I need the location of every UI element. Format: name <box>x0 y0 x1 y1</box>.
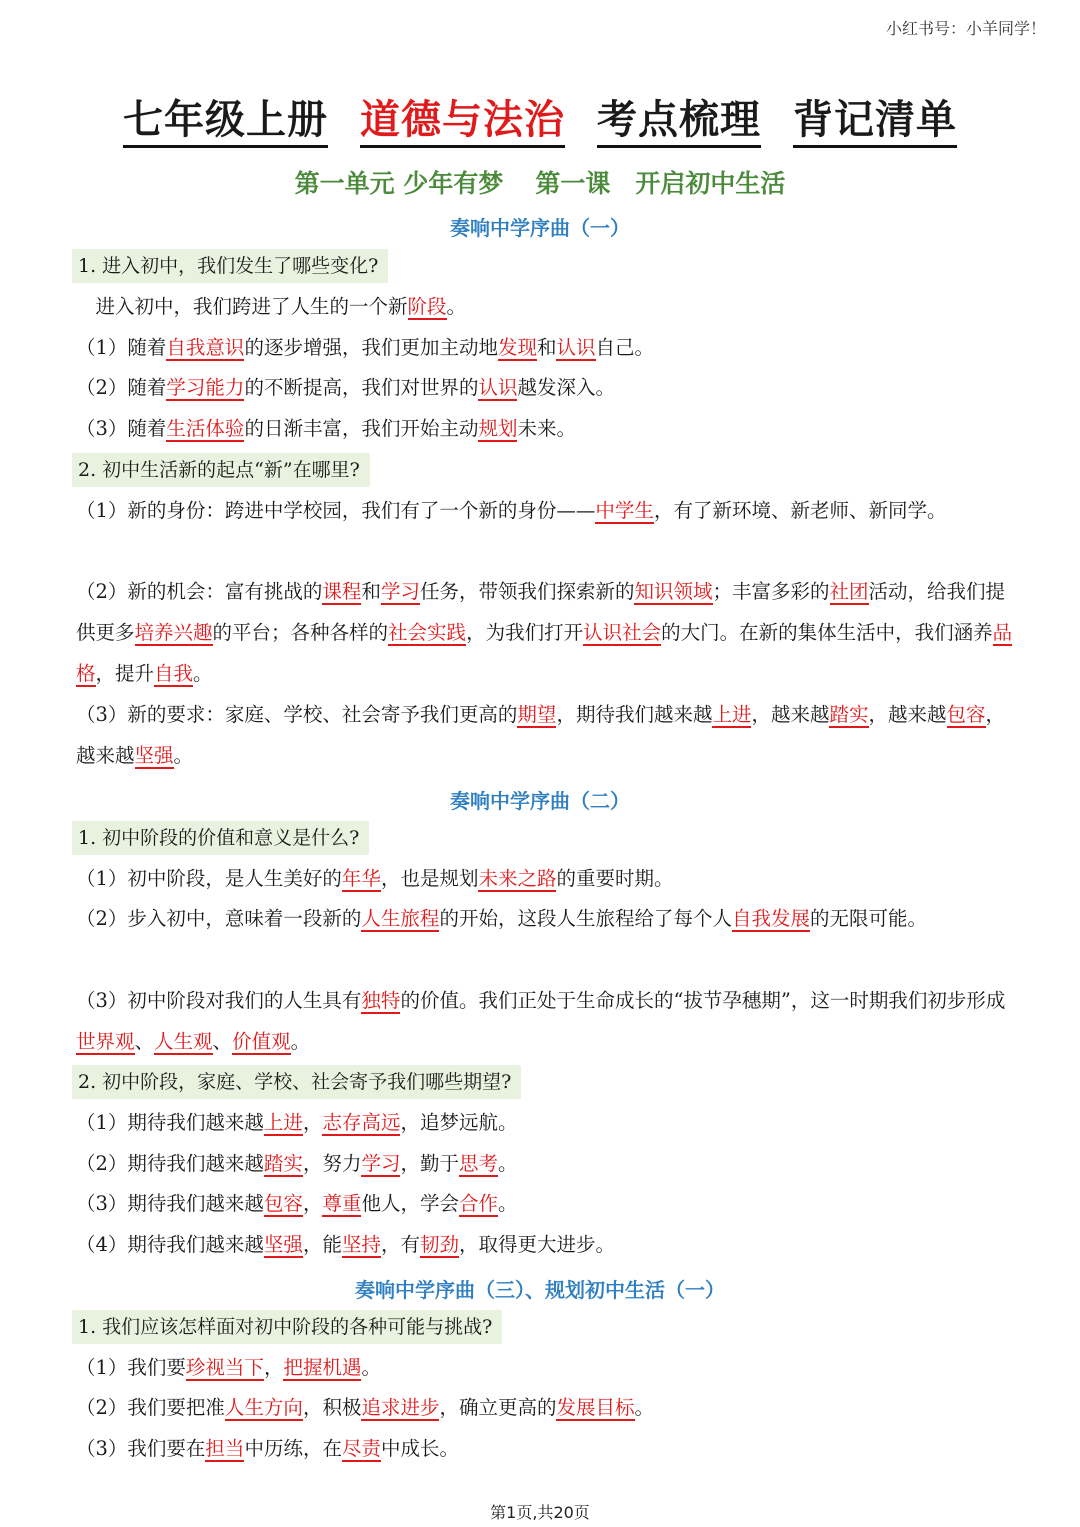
keyword: 合作 <box>458 1192 498 1215</box>
keyword: 包容 <box>263 1192 303 1215</box>
keyword: 坚强 <box>263 1233 303 1256</box>
title-review: 考点梳理 <box>597 97 761 148</box>
paragraph <box>76 980 1016 1062</box>
text-segment: （3）我们要在 <box>76 1437 206 1460</box>
paragraph <box>76 286 1016 327</box>
keyword: 社会实践 <box>388 621 467 644</box>
keyword: 把握机遇 <box>283 1356 362 1379</box>
text-segment: 。 <box>290 1030 311 1053</box>
text-segment: 他人，学会 <box>361 1192 459 1215</box>
keyword: 人生观 <box>154 1030 213 1053</box>
text-segment: 未来。 <box>517 417 576 440</box>
text-segment: ，越来越 <box>751 703 830 726</box>
text-segment: 的日渐丰富，我们开始主动 <box>244 417 479 440</box>
text-segment: 任务，带领我们探索新的 <box>419 580 635 603</box>
keyword: 踏实 <box>829 703 869 726</box>
text-segment: 。 <box>193 662 213 685</box>
text-segment: （1）新的身份：跨进中学校园，我们有了一个新的身份—— <box>76 499 596 522</box>
keyword: 自我 <box>154 662 194 685</box>
text-segment: ，越来越 <box>868 703 947 726</box>
keyword: 未来之路 <box>478 867 557 890</box>
keyword: 品格 <box>76 621 1013 685</box>
text-segment: （3）初中阶段对我们的人生具有 <box>76 989 362 1012</box>
keyword: 志存高远 <box>322 1111 401 1134</box>
keyword: 知识领域 <box>634 580 713 603</box>
text-segment: （4）期待我们越来越 <box>76 1233 264 1256</box>
text-segment: 、 <box>212 1030 233 1053</box>
text-segment: ， <box>263 1356 284 1379</box>
keyword: 社团 <box>829 580 869 603</box>
keyword: 期望 <box>517 703 557 726</box>
paragraph <box>76 1347 1016 1388</box>
text-segment: 和 <box>536 336 557 359</box>
keyword: 包容 <box>946 703 986 726</box>
text-segment: 的平台；各种各样的 <box>212 621 389 644</box>
text-segment: 的大门。在新的集体生活中，我们涵养 <box>661 621 993 644</box>
keyword: 发现 <box>497 336 537 359</box>
keyword: 上进 <box>263 1111 303 1134</box>
text-segment: 。 <box>446 295 467 318</box>
text-segment: ，也是规划 <box>380 867 479 890</box>
keyword: 追求进步 <box>361 1396 440 1419</box>
question-heading: 1. 我们应该怎样面对初中阶段的各种可能与挑战? <box>72 1310 502 1344</box>
text-segment: 的不断提高，我们对世界的 <box>244 376 479 399</box>
unit-name: 第一单元 少年有梦 <box>294 169 504 198</box>
lesson-name: 第一课 开启初中生活 <box>535 169 786 198</box>
text-segment: ，越来越 <box>76 703 1006 767</box>
keyword: 学习 <box>380 580 420 603</box>
keyword: 坚强 <box>134 744 174 767</box>
text-segment: ，取得更大进步。 <box>459 1233 616 1256</box>
keyword: 担当 <box>205 1437 245 1460</box>
text-segment: 中成长。 <box>380 1437 459 1460</box>
text-segment: （2）步入初中，意味着一段新的 <box>76 907 362 930</box>
text-segment: （3）期待我们越来越 <box>76 1192 264 1215</box>
text-segment: （1）我们要 <box>76 1356 186 1379</box>
text-segment: 活动，给我们提供更多 <box>76 580 1006 644</box>
text-segment: ；丰富多彩的 <box>712 580 830 603</box>
text-segment: ，为我们打开 <box>466 621 584 644</box>
unit-title <box>0 164 1080 200</box>
keyword: 认识社会 <box>583 621 662 644</box>
text-segment: （3）随着 <box>76 417 167 440</box>
question-heading: 2. 初中阶段，家庭、学校、社会寄予我们哪些期望? <box>72 1065 521 1099</box>
question-heading: 1. 初中阶段的价值和意义是什么? <box>72 821 369 855</box>
keyword: 阶段 <box>407 295 447 318</box>
paragraph <box>76 1428 1016 1469</box>
watermark: 小红书号：小羊同学！ <box>885 19 1046 38</box>
keyword: 自我意识 <box>166 336 245 359</box>
keyword: 学习能力 <box>166 376 245 399</box>
text-segment: 、 <box>134 1030 155 1053</box>
keyword: 学习 <box>361 1152 401 1175</box>
keyword: 人生旅程 <box>361 907 440 930</box>
paragraph <box>76 1224 1016 1265</box>
keyword: 自我发展 <box>731 907 810 930</box>
text-segment: （1）随着 <box>76 336 167 359</box>
paragraph <box>76 1183 1016 1224</box>
keyword: 韧劲 <box>419 1233 459 1256</box>
question-heading: 2. 初中生活新的起点“新”在哪里? <box>72 453 370 487</box>
keyword: 上进 <box>712 703 752 726</box>
text-segment: ，提升 <box>95 662 155 685</box>
paragraph <box>76 1387 1016 1428</box>
keyword: 年华 <box>341 867 381 890</box>
keyword: 踏实 <box>263 1152 303 1175</box>
paragraph <box>76 367 1016 408</box>
keyword: 思考 <box>458 1152 498 1175</box>
text-segment: 的价值。我们正处于生命成长的“拔节孕穗期”，这一时期我们初步形成 <box>400 989 1006 1012</box>
text-segment: （1）期待我们越来越 <box>76 1111 264 1134</box>
page-title <box>0 88 1080 145</box>
paragraph <box>76 571 1016 694</box>
text-segment: 和 <box>361 580 381 603</box>
text-segment: ，努力 <box>302 1152 362 1175</box>
keyword: 珍视当下 <box>185 1356 264 1379</box>
text-segment: ，追梦远航。 <box>400 1111 518 1134</box>
keyword: 中学生 <box>595 499 654 522</box>
keyword: 培养兴趣 <box>134 621 213 644</box>
keyword: 尊重 <box>322 1192 362 1215</box>
text-segment: ， <box>302 1111 323 1134</box>
paragraph <box>76 1102 1016 1143</box>
text-segment: 的逐步增强，我们更加主动地 <box>244 336 498 359</box>
keyword: 课程 <box>322 580 362 603</box>
title-subject: 道德与法治 <box>360 97 565 148</box>
title-grade: 七年级上册 <box>123 97 328 148</box>
paragraph <box>76 898 1016 939</box>
text-segment: ，确立更高的 <box>439 1396 557 1419</box>
text-segment: 。 <box>634 1396 655 1419</box>
keyword: 坚持 <box>341 1233 381 1256</box>
text-segment: 。 <box>173 744 194 767</box>
question-heading: 1. 进入初中，我们发生了哪些变化? <box>72 249 388 283</box>
text-segment: 。 <box>361 1356 381 1379</box>
section-title-2: 奏响中学序曲（二） <box>450 789 630 813</box>
text-segment: （2）期待我们越来越 <box>76 1152 264 1175</box>
paragraph <box>76 490 1016 531</box>
text-segment: 越发深入。 <box>517 376 615 399</box>
text-segment: 的重要时期。 <box>556 867 674 890</box>
keyword: 独特 <box>361 989 401 1012</box>
paragraph <box>76 858 1016 899</box>
keyword: 价值观 <box>232 1030 291 1053</box>
text-segment: （2）新的机会：富有挑战的 <box>76 580 323 603</box>
text-segment: 的开始，这段人生旅程给了每个人 <box>439 907 732 930</box>
paragraph <box>76 1143 1016 1184</box>
text-segment: 。 <box>498 1152 518 1175</box>
keyword: 发展目标 <box>556 1396 635 1419</box>
text-segment: ，勤于 <box>400 1152 459 1175</box>
keyword: 世界观 <box>76 1030 135 1053</box>
keyword: 尽责 <box>341 1437 381 1460</box>
text-segment: ，有 <box>380 1233 420 1256</box>
text-segment: （1）初中阶段，是人生美好的 <box>76 867 342 890</box>
text-segment: ，期待我们越来越 <box>556 703 713 726</box>
title-checklist: 背记清单 <box>793 97 957 148</box>
text-segment: 进入初中，我们跨进了人生的一个新 <box>76 295 408 318</box>
keyword: 认识 <box>556 336 596 359</box>
text-segment: 。 <box>498 1192 518 1215</box>
text-segment: ，能 <box>302 1233 342 1256</box>
paragraph <box>76 694 1016 776</box>
paragraph <box>76 327 1016 368</box>
page-number: 第1页,共20页 <box>490 1503 590 1522</box>
text-segment: ，积极 <box>302 1396 362 1419</box>
keyword: 人生方向 <box>224 1396 303 1419</box>
keyword: 认识 <box>478 376 518 399</box>
keyword: 生活体验 <box>166 417 245 440</box>
section-title-1: 奏响中学序曲（一） <box>450 216 630 240</box>
text-segment: （2）我们要把准 <box>76 1396 225 1419</box>
text-segment: ，有了新环境、新老师、新同学。 <box>653 499 947 522</box>
text-segment: ， <box>302 1192 323 1215</box>
text-segment: 的无限可能。 <box>809 907 927 930</box>
text-segment: （3）新的要求：家庭、学校、社会寄予我们更高的 <box>76 703 518 726</box>
text-segment: （2）随着 <box>76 376 167 399</box>
section-title-3: 奏响中学序曲（三）、规划初中生活（一） <box>355 1278 725 1302</box>
text-segment: 中历练，在 <box>244 1437 342 1460</box>
keyword: 规划 <box>478 417 518 440</box>
paragraph <box>76 408 1016 449</box>
text-segment: 自己。 <box>595 336 655 359</box>
